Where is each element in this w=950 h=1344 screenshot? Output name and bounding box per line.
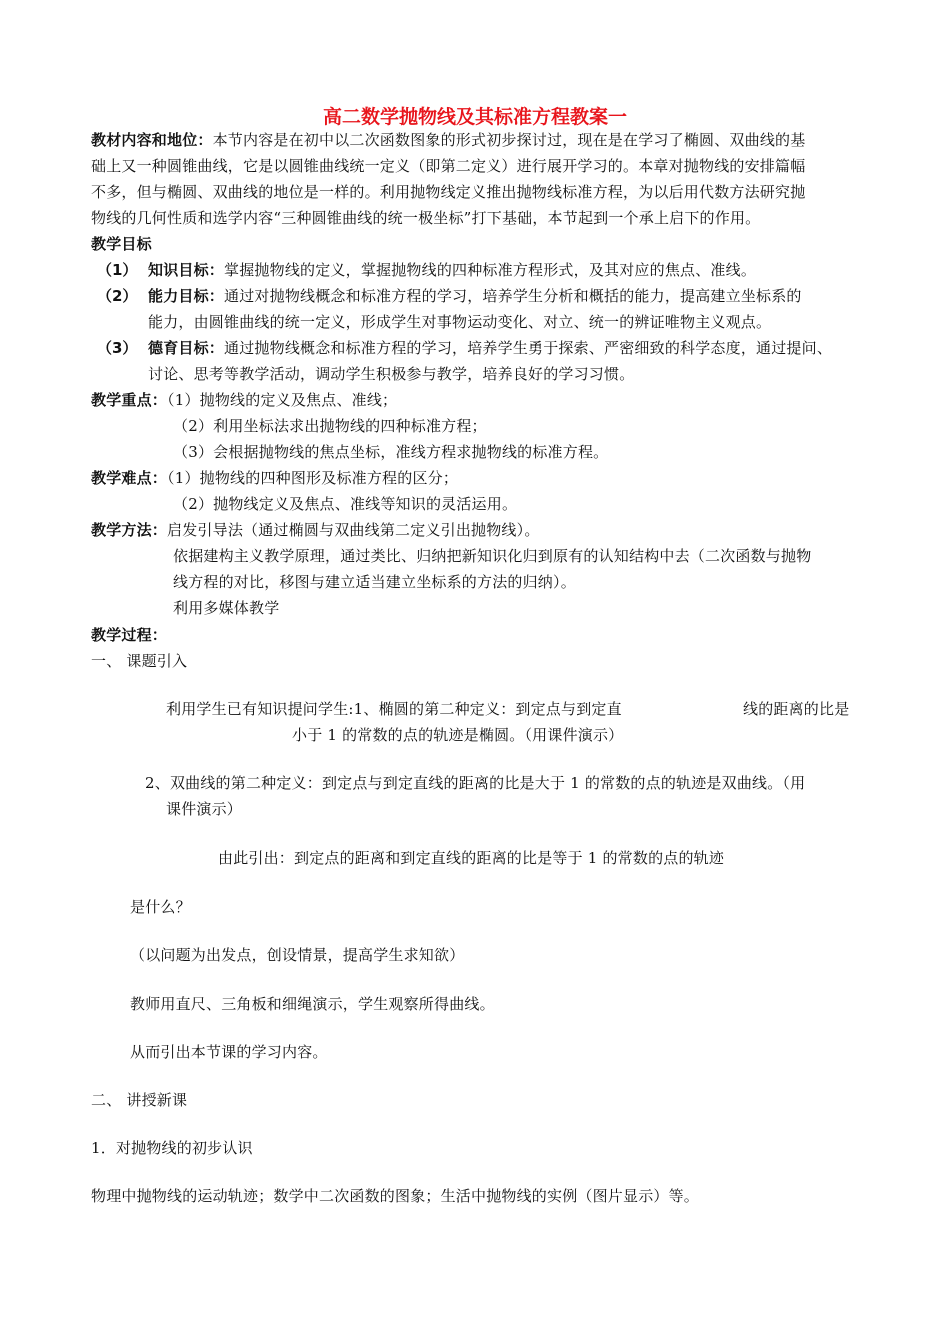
methods-line-3: 线方程的对比，移图与建立适当建立坐标系的方法的归纳）。 <box>173 573 576 591</box>
goal-1-label: 知识目标： <box>148 261 225 279</box>
goal-2-number: （2） <box>97 287 138 305</box>
process-heading: 教学过程： <box>91 626 168 644</box>
subsection-1-heading: 1．对抛物线的初步认识 <box>91 1139 253 1157</box>
goal-3-text-1: 通过抛物线概念和标准方程的学习，培养学生勇于探索、严密细致的科学态度，通过提问、 <box>224 339 833 357</box>
methods-line-1 <box>91 519 540 541</box>
new-lesson-paragraph-1: 物理中抛物线的运动轨迹；数学中二次函数的图象；生活中抛物线的实例（图片显示）等。 <box>91 1187 700 1205</box>
goal-2-line-2: 能力，由圆锥曲线的统一定义，形成学生对事物运动变化、对立、统一的辨证唯物主义观点。 <box>148 313 772 331</box>
goal-2-label: 能力目标： <box>148 287 225 305</box>
key-points-label: 教学重点： <box>91 391 168 409</box>
goal-3-label: 德育目标： <box>148 339 225 357</box>
difficulties-label: 教学难点： <box>91 469 168 487</box>
goal-3-line-1 <box>148 337 832 359</box>
difficulties-line-1 <box>91 467 458 489</box>
methods-line-4: 利用多媒体教学 <box>173 599 280 617</box>
intro-paragraph-1c: 小于 1 的常数的点的轨迹是椭圆。（用课件演示） <box>292 726 624 744</box>
goal-1-number: （1） <box>97 261 138 279</box>
intro-paragraph-5: 教师用直尺、三角板和细绳演示，学生观察所得曲线。 <box>130 995 495 1013</box>
intro-paragraph-1a: 利用学生已有知识提问学生:1、椭圆的第二种定义：到定点与到定直 <box>166 700 622 718</box>
section-2-heading: 二、 讲授新课 <box>91 1091 188 1109</box>
intro-paragraph-1b: 线的距离的比是 <box>743 700 850 718</box>
intro-paragraph-3a: 由此引出：到定点的距离和到定直线的距离的比是等于 1 的常数的点的轨迹 <box>218 849 725 867</box>
methods-text-1: 启发引导法（通过椭圆与双曲线第二定义引出抛物线）。 <box>167 521 540 539</box>
material-line-3: 不多，但与椭圆、双曲线的地位是一样的。利用抛物线定义推出抛物线标准方程，为以后用代数方法研究抛 <box>91 183 806 201</box>
key-point-2: （2）利用坐标法求出抛物线的四种标准方程； <box>173 417 487 435</box>
intro-paragraph-2a: 2、双曲线的第二种定义：到定点与到定直线的距离的比是大于 1 的常数的点的轨迹是双曲线。（用 <box>145 774 806 792</box>
intro-paragraph-4: （以问题为出发点，创设情景，提高学生求知欲） <box>130 946 465 964</box>
methods-line-2: 依据建构主义教学原理，通过类比、归纳把新知识化归到原有的认知结构中去（二次函数与抛物 <box>173 547 812 565</box>
difficulty-1: （1）抛物线的四种图形及标准方程的区分； <box>167 469 459 487</box>
goal-3-number: （3） <box>97 339 138 357</box>
goal-2-text-1: 通过对抛物线概念和标准方程的学习，培养学生分析和概括的能力，提高建立坐标系的 <box>224 287 802 305</box>
goal-2-line-1 <box>148 285 802 307</box>
difficulty-2: （2）抛物线定义及焦点、准线等知识的灵活运用。 <box>173 495 518 513</box>
goal-1-line-1 <box>148 259 756 281</box>
material-line-1 <box>91 129 805 151</box>
key-points-line-1 <box>91 389 397 411</box>
material-line-4: 物线的几何性质和选学内容“三种圆锥曲线的统一极坐标”打下基础，本节起到一个承上启下的作用。 <box>91 209 761 227</box>
key-point-1: （1）抛物线的定义及焦点、准线； <box>167 391 398 409</box>
goal-3-line-2: 讨论、思考等教学活动，调动学生积极参与教学，培养良好的学习习惯。 <box>148 365 635 383</box>
material-line-2: 础上又一种圆锥曲线，它是以圆锥曲线统一定义（即第二定义）进行展开学习的。本章对抛物线的安排篇幅 <box>91 157 806 175</box>
intro-paragraph-3b: 是什么？ <box>130 898 191 916</box>
goals-heading: 教学目标 <box>91 235 152 253</box>
key-point-3: （3）会根据抛物线的焦点坐标，准线方程求抛物线的标准方程。 <box>173 443 609 461</box>
methods-label: 教学方法： <box>91 521 168 539</box>
goal-1-text-1: 掌握抛物线的定义，掌握抛物线的四种标准方程形式，及其对应的焦点、准线。 <box>224 261 757 279</box>
material-text-1: 本节内容是在初中以二次函数图象的形式初步探讨过，现在是在学习了椭圆、双曲线的基 <box>212 131 806 149</box>
material-label: 教材内容和地位： <box>91 131 213 149</box>
intro-paragraph-2b: 课件演示） <box>166 800 243 818</box>
section-1-heading: 一、 课题引入 <box>91 652 188 670</box>
document-title: 高二数学抛物线及其标准方程教案一 <box>322 106 627 128</box>
intro-paragraph-6: 从而引出本节课的学习内容。 <box>130 1043 328 1061</box>
